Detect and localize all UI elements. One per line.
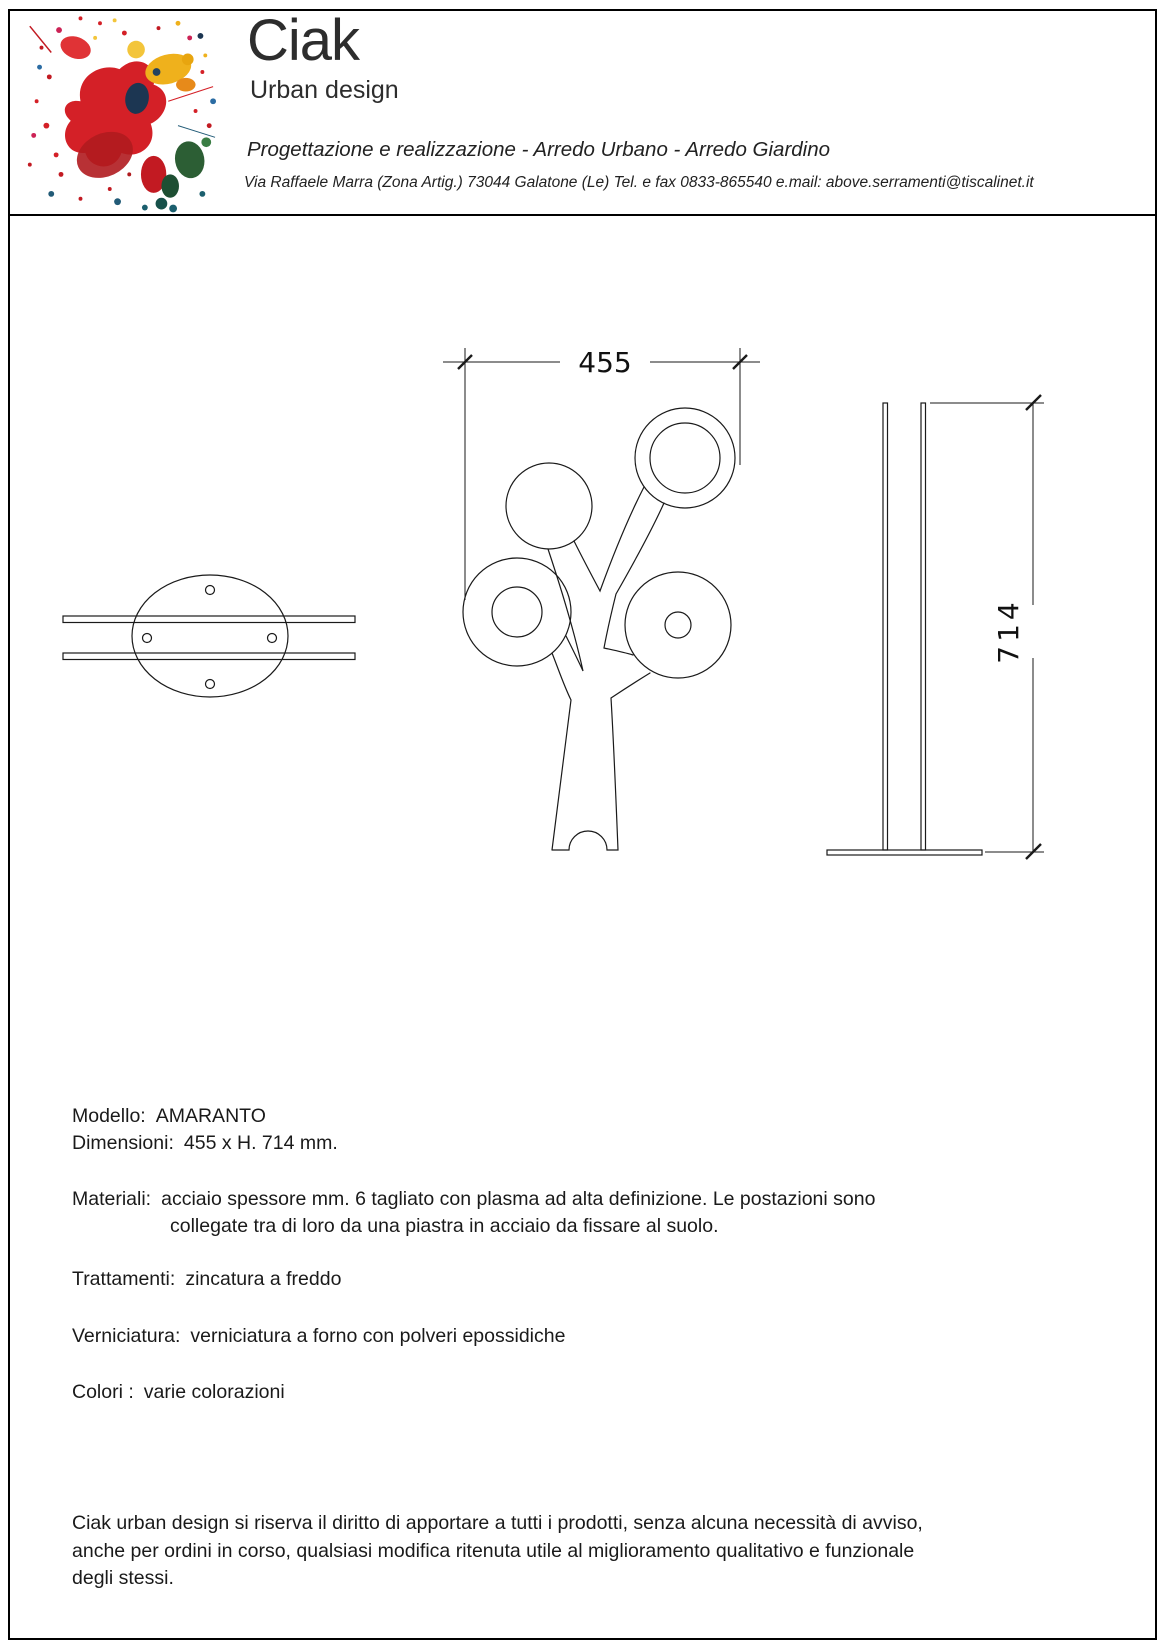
spec-row-trattamenti [72, 1268, 341, 1291]
splatter-dot [194, 109, 198, 113]
height-dim-label: 714 [992, 598, 1025, 664]
splatter-dot [43, 123, 49, 129]
top-view-hole [268, 634, 277, 643]
splatter-dot [47, 74, 52, 79]
materiali-label: Materiali: [72, 1188, 152, 1210]
splatter-dot [203, 53, 207, 57]
top-view-hole [206, 586, 215, 595]
disclaimer [72, 1510, 923, 1593]
header-divider [8, 214, 1157, 216]
splatter-blob [57, 32, 94, 63]
splatter-dot [108, 187, 112, 191]
splatter-dot [156, 198, 168, 210]
front-view [443, 346, 760, 850]
splatter-dot [200, 70, 204, 74]
top-view-hole [143, 634, 152, 643]
colori-label: Colori : [72, 1381, 134, 1403]
logo [22, 8, 217, 214]
splatter-dot [37, 65, 42, 70]
splatter-dot [153, 68, 161, 76]
splatter-dot [59, 172, 64, 177]
foliage-ring-inner [650, 423, 720, 493]
modello-value: AMARANTO [155, 1105, 266, 1127]
splatter-blob-green [172, 139, 207, 181]
splatter-dot [199, 191, 205, 197]
dimension-height [930, 395, 1044, 859]
disclaimer-line3: degli stessi. [72, 1567, 174, 1589]
splatter-dot [198, 33, 204, 39]
top-view-hole [206, 680, 215, 689]
splatter-dot [187, 35, 192, 40]
splatter-dot [98, 21, 102, 25]
side-view [827, 395, 1044, 859]
modello-label: Modello: [72, 1105, 146, 1127]
splatter-dot [31, 133, 36, 138]
splatter-dot [176, 21, 181, 26]
foliage-disc-outer [625, 572, 731, 678]
brand-title: Ciak [247, 8, 360, 73]
splatter-dot [114, 198, 121, 205]
splatter-dot [122, 31, 127, 36]
dimensioni-label: Dimensioni: [72, 1132, 174, 1154]
splatter-dot [35, 99, 39, 103]
splatter-blob [161, 174, 179, 197]
side-view-plate-right [921, 403, 926, 850]
brand-subtitle: Urban design [250, 76, 399, 104]
foliage-ring2-outer [463, 558, 571, 666]
technical-drawing [0, 300, 1165, 860]
spec-row-colori [72, 1381, 285, 1404]
verniciatura-value: verniciatura a forno con polveri epossidiche [190, 1325, 566, 1347]
verniciatura-label: Verniciatura: [72, 1325, 181, 1347]
top-view-rail-lower [63, 653, 355, 660]
spec-row-verniciatura [72, 1325, 565, 1348]
materiali-value-line1: acciaio spessore mm. 6 tagliato con plasma ad alta definizione. Le postazioni sono [161, 1188, 876, 1210]
trunk-outline [548, 487, 664, 850]
top-view-plate-outline [132, 575, 288, 697]
splatter-dot [142, 205, 148, 211]
foliage-circle-plain [506, 463, 592, 549]
header-tagline: Progettazione e realizzazione - Arredo Urbano - Arredo Giardino [247, 138, 831, 161]
splatter-dot [157, 26, 161, 30]
trattamenti-value: zincatura a freddo [185, 1268, 342, 1290]
splatter-dot [28, 163, 32, 167]
splatter-dot [40, 46, 44, 50]
side-view-base-plate [827, 850, 982, 855]
splatter-dot [210, 98, 216, 104]
splatter-dot [79, 16, 83, 20]
splatter-dot [201, 137, 211, 147]
foliage-ring2-inner [492, 587, 542, 637]
splatter-dot [127, 172, 131, 176]
spec-row-modello [72, 1105, 266, 1128]
dimensioni-value: 455 x H. 714 mm. [183, 1132, 338, 1154]
spec-row-dimensioni [72, 1132, 338, 1155]
splatter-blob [176, 78, 196, 92]
foliage-disc-hole [665, 612, 691, 638]
splatter-dot [54, 152, 59, 157]
materiali-value-line2: collegate tra di loro da una piastra in acciaio da fissare al suolo. [170, 1215, 719, 1237]
splatter-dot [182, 53, 194, 65]
splatter-dot [127, 41, 145, 59]
width-dim-label: 455 [578, 346, 632, 379]
top-view-rail-upper [63, 616, 355, 623]
spec-row-materiali [72, 1188, 875, 1211]
splatter-dot-teal [169, 205, 177, 213]
disclaimer-line2: anche per ordini in corso, qualsiasi modifica ritenuta utile al miglioramento qualitativo e funzionale [72, 1539, 915, 1562]
splatter-dot [56, 27, 62, 33]
splatter-dot [207, 123, 212, 128]
spec-row-materiali-line2 [170, 1215, 719, 1238]
side-view-plate-left [883, 403, 888, 850]
trattamenti-label: Trattamenti: [72, 1268, 176, 1290]
logo-splatter [22, 8, 217, 214]
dimension-width [443, 346, 760, 600]
splatter-dot [93, 36, 97, 40]
top-view [63, 575, 355, 697]
splatter-dot [113, 18, 117, 22]
splatter-dot [79, 197, 83, 201]
disclaimer-line1: Ciak urban design si riserva il diritto di apportare a tutti i prodotti, senza alcuna necessità di avviso, [72, 1512, 923, 1534]
header-address: Via Raffaele Marra (Zona Artig.) 73044 Galatone (Le) Tel. e fax 0833-865540 e.mail: above.serramenti@tiscalinet.it [244, 174, 1034, 191]
colori-value: varie colorazioni [143, 1381, 285, 1403]
splatter-dot [48, 191, 54, 197]
